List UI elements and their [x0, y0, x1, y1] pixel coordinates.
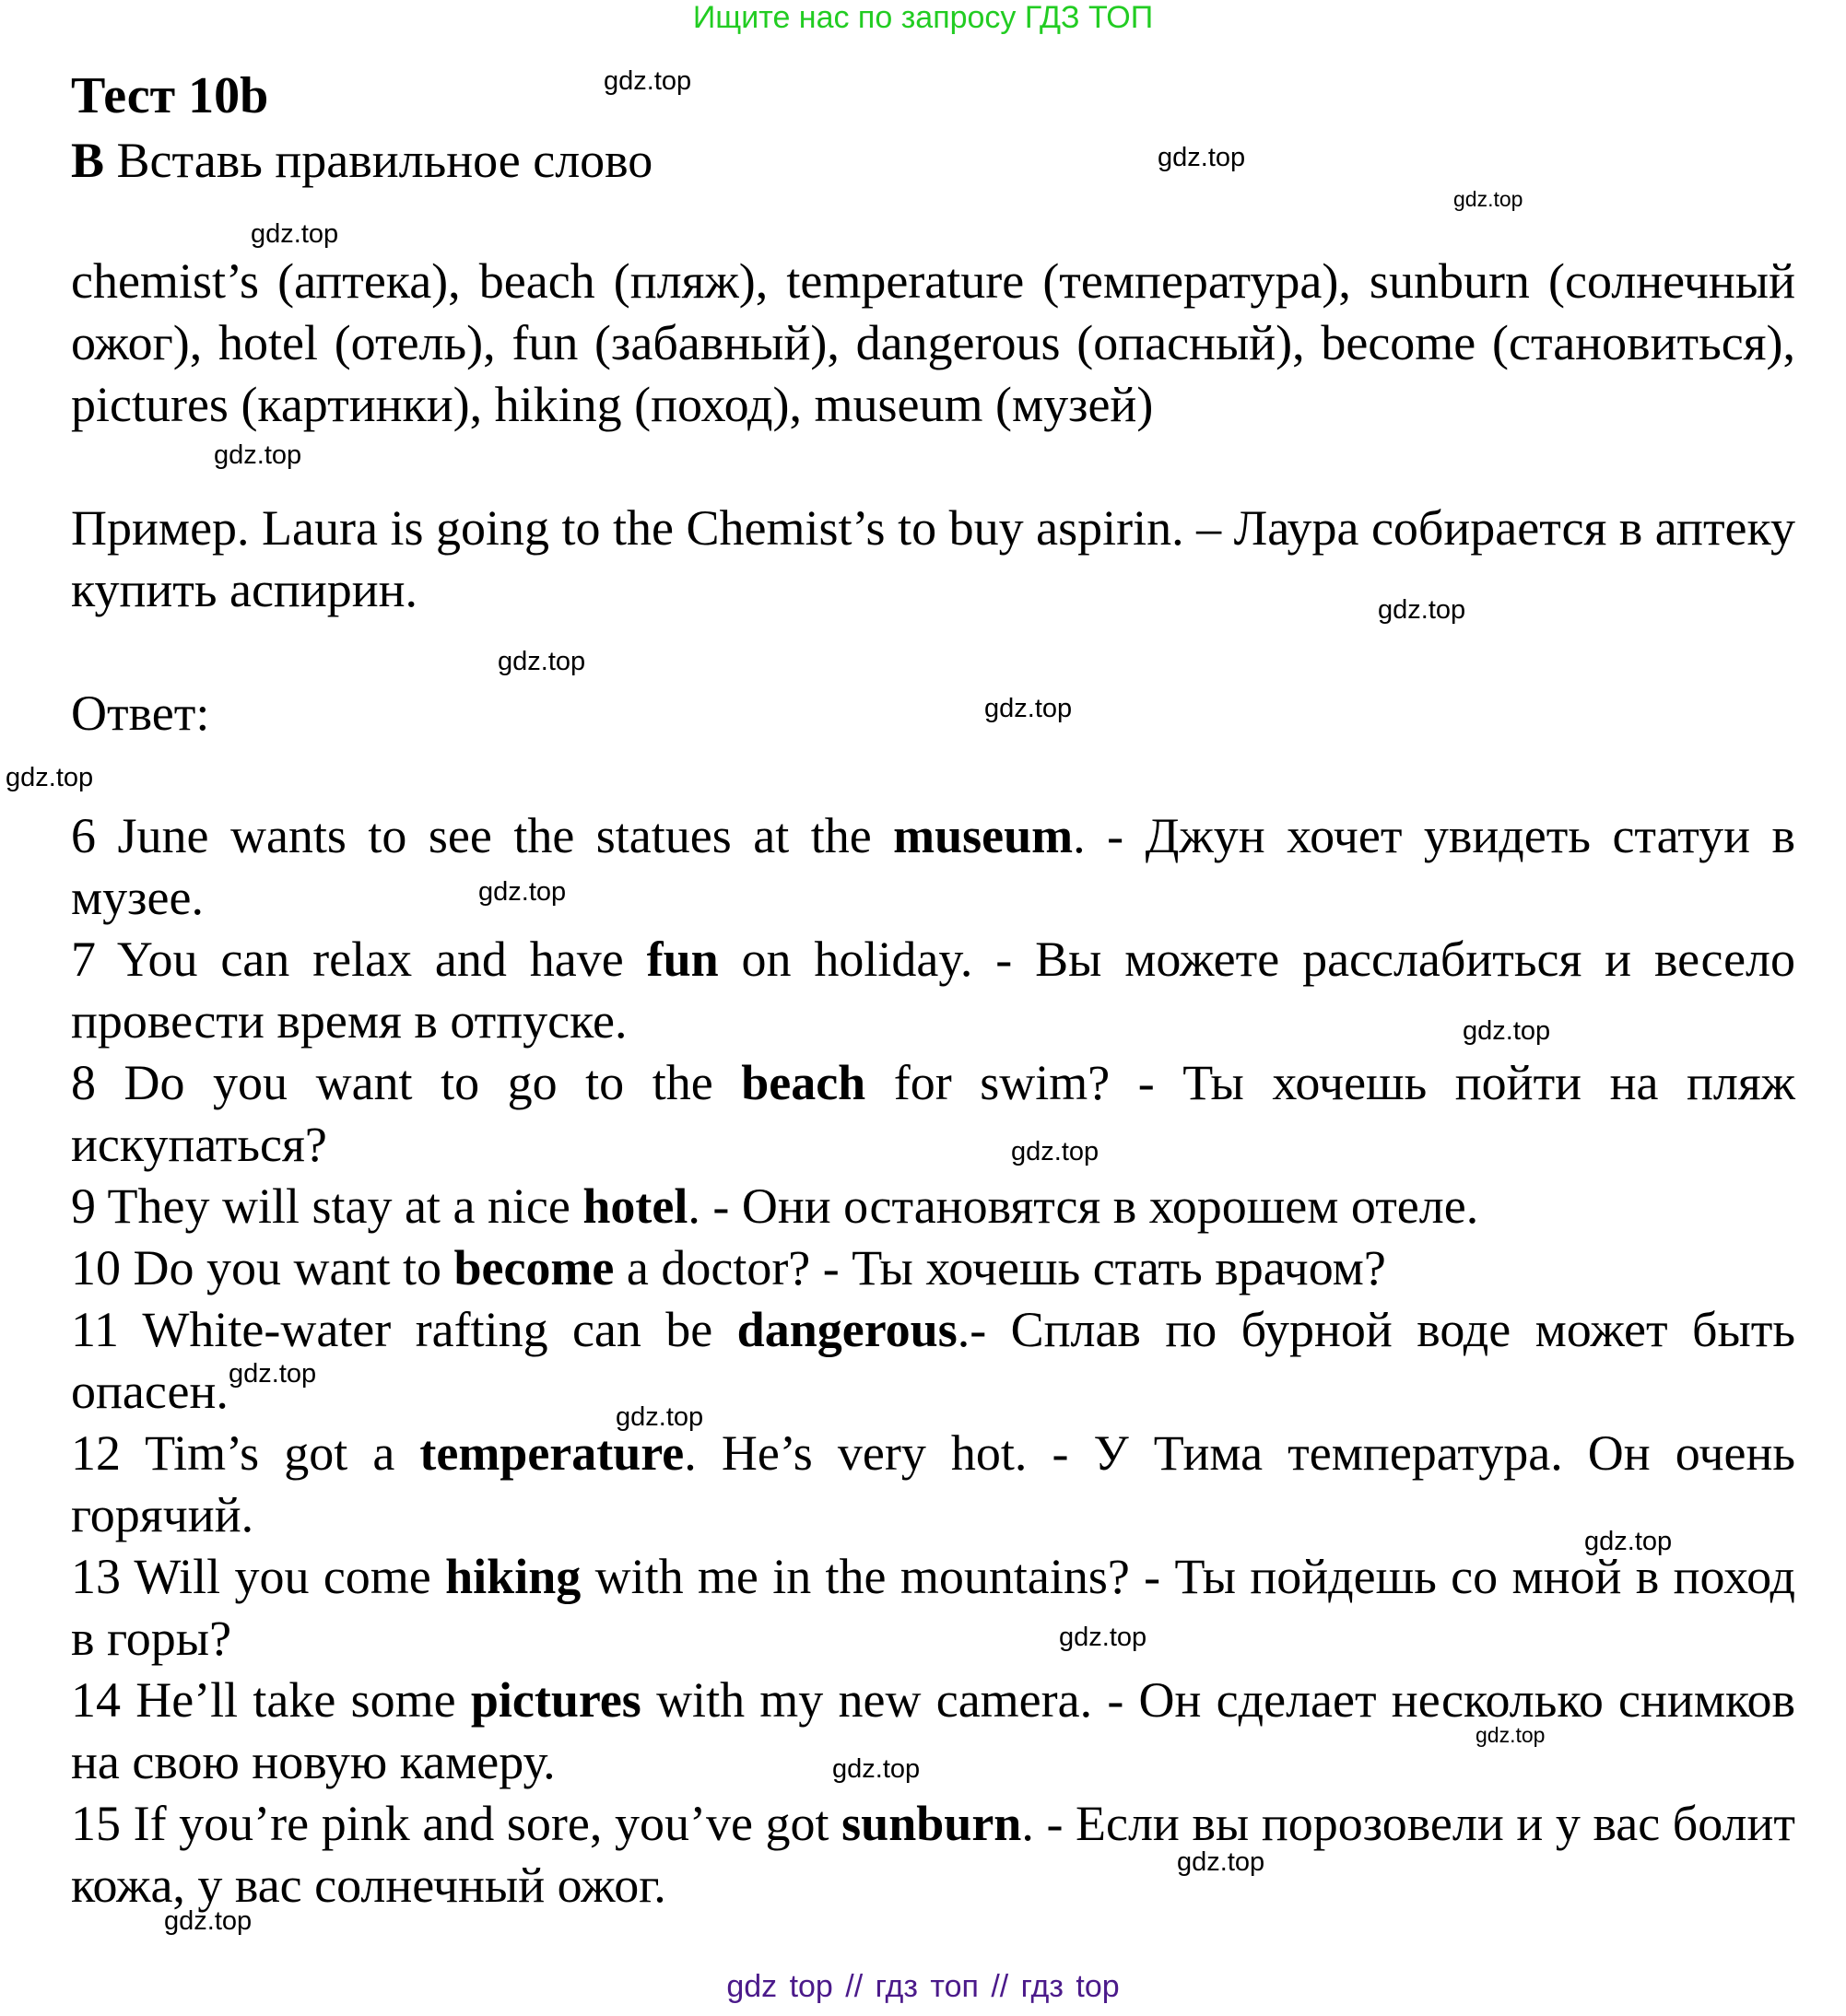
search-banner: Ищите нас по запросу ГДЗ ТОП [692, 0, 1154, 35]
answer-translation: for swim? - Ты хочешь пойти на пляж искупаться? [71, 1055, 1795, 1172]
answer-translation: a doctor? - Ты хочешь стать врачом? [614, 1240, 1386, 1295]
answer-translation: . - Если вы порозовели и у вас болит кожа, у вас солнечный ожог. [71, 1796, 1795, 1913]
watermark: gdz.top [251, 219, 339, 249]
watermark: gdz.top [1453, 187, 1523, 211]
answer-label: Ответ: [71, 686, 210, 741]
watermark: gdz.top [478, 877, 567, 907]
answer-word: sunburn [841, 1796, 1022, 1851]
answer-word: pictures [470, 1672, 641, 1728]
watermark: gdz.top [6, 763, 94, 792]
watermark: gdz.top [984, 694, 1073, 723]
answer-item [71, 805, 1795, 929]
answer-translation: with my new camera. - Он сделает несколько снимков на свою новую камеру. [71, 1672, 1795, 1789]
answer-text: 12 Tim’s got a [71, 1425, 420, 1481]
answer-text: 15 If you’re pink and sore, you’ve got [71, 1796, 842, 1851]
answer-translation: .- Сплав по бурной воде может быть опасен. [71, 1302, 1795, 1419]
answer-translation: . - Джун хочет увидеть статуи в музее. [71, 808, 1796, 925]
watermark: gdz.top [604, 66, 692, 96]
answer-word: beach [741, 1055, 866, 1110]
answer-item [71, 1299, 1795, 1423]
watermark: gdz.top [1158, 143, 1246, 172]
answer-translation: . - Они остановятся в хорошем отеле. [688, 1178, 1479, 1234]
answer-text: 6 June wants to see the statues at the [71, 808, 894, 863]
answer-word: museum [893, 808, 1074, 863]
answer-item [71, 1237, 1795, 1299]
watermark: gdz.top [164, 1906, 253, 1936]
answer-item [71, 1052, 1795, 1176]
answer-word: dangerous [736, 1302, 958, 1357]
answer-word: become [453, 1240, 615, 1295]
answer-text: 11 White-water rafting can be [71, 1302, 737, 1357]
answer-item [71, 1176, 1795, 1237]
task-text: Вставь правильное слово [116, 133, 653, 188]
watermark: gdz.top [229, 1359, 317, 1389]
answer-word: hotel [582, 1178, 688, 1234]
watermark: gdz.top [1059, 1623, 1147, 1652]
answer-translation: . He’s very hot. - У Тима температура. Он очень горячий. [71, 1425, 1795, 1542]
answer-word: fun [646, 932, 719, 987]
answer-word: hiking [445, 1549, 582, 1604]
answer-item [71, 1423, 1795, 1546]
watermark: gdz.top [214, 440, 302, 470]
answer-item [71, 1793, 1795, 1916]
watermark: gdz.top [1011, 1137, 1099, 1166]
answer-text: 10 Do you want to [71, 1240, 454, 1295]
watermark: gdz.top [498, 647, 586, 676]
task-instruction [71, 130, 653, 192]
watermark: gdz.top [1476, 1723, 1546, 1747]
answer-translation: with me in the mountains? - Ты пойдешь со мной в поход в горы? [71, 1549, 1796, 1666]
watermark: gdz.top [832, 1754, 921, 1784]
page-title: Тест 10b [71, 67, 269, 124]
example-sentence: Пример. Laura is going to the Chemist’s to buy aspirin. – Лаура собирается в аптеку купить аспирин. [71, 500, 1795, 617]
watermark: gdz.top [616, 1402, 704, 1432]
answer-text: 13 Will you come [71, 1549, 446, 1604]
watermark: gdz.top [1177, 1847, 1265, 1877]
word-list: chemist’s (аптека), beach (пляж), temperature (температура), sunburn (солнечный ожог), hotel (отель), fun (забавный), dangerous (опасный), become (становиться), pictures (картинки), hiking (поход), museum (музей) [71, 253, 1795, 432]
watermark: gdz.top [1378, 595, 1466, 625]
answers-list [71, 805, 1795, 1916]
watermark: gdz.top [1463, 1016, 1551, 1046]
task-letter: B [71, 133, 105, 188]
answer-text: 8 Do you want to go to the [71, 1055, 742, 1110]
answer-item [71, 1546, 1795, 1670]
watermark: gdz.top [1584, 1527, 1673, 1556]
answer-word: temperature [419, 1425, 685, 1481]
answer-text: 14 He’ll take some [71, 1672, 471, 1728]
answer-text: 7 You can relax and have [71, 932, 647, 987]
footer-links: gdz top // гдз топ // гдз top [726, 1969, 1120, 2004]
answer-translation: on holiday. - Вы можете расслабиться и весело провести время в отпуске. [71, 932, 1795, 1049]
answer-text: 9 They will stay at a nice [71, 1178, 583, 1234]
